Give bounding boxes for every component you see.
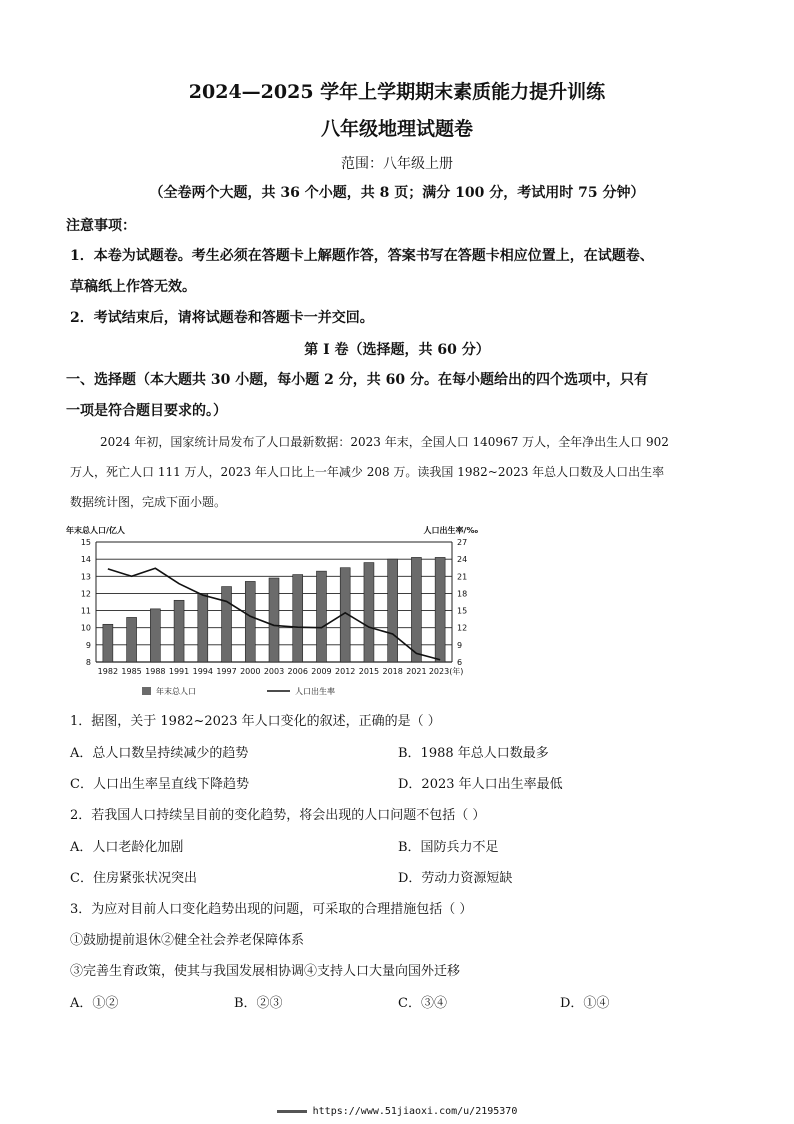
population-bar <box>245 581 255 662</box>
question-3-line-2: ③完善生育政策，使其与我国发展相协调④支持人口大量向国外迁移 <box>70 964 461 979</box>
left-axis-title: 年末总人口/亿人 <box>66 526 125 535</box>
x-tick-label: 2021 <box>406 667 427 676</box>
x-tick-label: 1982 <box>97 667 119 676</box>
question-3-stem: 3．为应对目前人口变化趋势出现的问题，可采取的合理措施包括（ ） <box>70 902 473 917</box>
note-1-line-2: 草稿纸上作答无效。 <box>70 279 196 295</box>
x-tick-label: 1985 <box>121 667 142 676</box>
right-tick-label: 18 <box>457 589 468 599</box>
population-bar <box>150 609 160 662</box>
passage-line-2: 万人，死亡人口 111 万人，2023 年人口比上一年减少 208 万。读我国 1982~2023 年总人口数及人口出生率 <box>70 465 665 479</box>
right-tick-label: 6 <box>457 658 463 667</box>
population-bar <box>435 557 445 662</box>
question-3-option-a[interactable]: A．①② <box>70 996 119 1011</box>
population-bar <box>364 563 374 662</box>
x-tick-label: 2003 <box>263 667 285 676</box>
question-2-option-b[interactable]: B．国防兵力不足 <box>398 840 499 855</box>
x-tick-label: 2015 <box>358 667 380 676</box>
question-2-option-a[interactable]: A．人口老龄化加剧 <box>70 840 184 855</box>
question-2-option-d[interactable]: D．劳动力资源短缺 <box>398 871 513 886</box>
population-bar <box>269 578 279 662</box>
section-1-line-1: 一、选择题（本大题共 30 小题，每小题 2 分，共 60 分。在每小题给出的四个选项中，只有 <box>66 372 648 388</box>
population-bar <box>316 571 326 662</box>
left-tick-label: 14 <box>80 555 91 565</box>
population-bar <box>293 575 303 662</box>
question-3-line-1: ①鼓励提前退休②健全社会养老保障体系 <box>70 933 305 948</box>
left-tick-label: 8 <box>85 658 91 667</box>
legend-bar-label: 年末总人口 <box>156 687 196 696</box>
left-tick-label: 11 <box>80 606 91 616</box>
population-chart <box>62 522 482 702</box>
exam-title: 2024—2025 学年上学期期末素质能力提升训练 <box>188 81 606 103</box>
population-bar <box>388 559 398 662</box>
note-1-line-1: 1．本卷为试题卷。考生必须在答题卡上解题作答，答案书写在答题卡相应位置上，在试题卷、 <box>70 248 654 264</box>
passage-line-1: 2024 年初，国家统计局发布了人口最新数据：2023 年末，全国人口 140967 万人，全年净出生人口 902 <box>100 435 669 449</box>
section-1-line-2: 一项是符合题目要求的。） <box>66 403 227 419</box>
left-tick-label: 12 <box>80 589 91 599</box>
legend-bar-swatch <box>142 687 151 695</box>
question-2-stem: 2．若我国人口持续呈目前的变化趋势，将会出现的人口问题不包括（ ） <box>70 808 486 823</box>
population-bar <box>222 587 232 662</box>
question-1-option-b[interactable]: B．1988 年总人口数最多 <box>398 746 549 761</box>
left-tick-label: 10 <box>80 623 91 633</box>
x-tick-label: 2012 <box>335 667 356 676</box>
right-tick-label: 27 <box>457 538 468 547</box>
notes-heading: 注意事项： <box>66 218 136 234</box>
footer-url[interactable] <box>0 1106 794 1117</box>
left-tick-label: 9 <box>85 640 91 650</box>
x-tick-label: 2006 <box>287 667 308 676</box>
question-1-option-c[interactable]: C．人口出生率呈直线下降趋势 <box>70 777 249 792</box>
footer-url-text: https://www.51jiaoxi.com/u/2195370 <box>312 1106 518 1117</box>
right-tick-label: 9 <box>457 640 463 650</box>
x-tick-label: 1988 <box>145 667 166 676</box>
exam-scope: 范围：八年级上册 <box>341 156 453 172</box>
population-bar <box>103 624 113 662</box>
question-3-option-c[interactable]: C．③④ <box>398 996 447 1011</box>
question-3-option-d[interactable]: D．①④ <box>560 996 610 1011</box>
chart-bars <box>103 557 445 662</box>
exam-info: （全卷两个大题，共 36 个小题，共 8 页；满分 100 分，考试用时 75 分钟） <box>149 185 645 201</box>
right-axis-title: 人口出生率/‰ <box>423 526 478 535</box>
question-2-option-c[interactable]: C．住房紧张状况突出 <box>70 871 197 886</box>
question-1-stem: 1．据图，关于 1982~2023 年人口变化的叙述，正确的是（ ） <box>70 714 441 729</box>
right-tick-label: 24 <box>457 555 468 565</box>
x-tick-label: 2018 <box>382 667 403 676</box>
x-tick-label: 2000 <box>240 667 261 676</box>
x-tick-label: 2009 <box>311 667 332 676</box>
legend-line-label: 人口出生率 <box>295 687 335 696</box>
question-1-option-d[interactable]: D．2023 年人口出生率最低 <box>398 777 563 792</box>
right-tick-label: 21 <box>457 572 468 582</box>
left-tick-label: 13 <box>80 572 91 582</box>
question-1-option-a[interactable]: A．总人口数呈持续减少的趋势 <box>70 746 249 761</box>
right-tick-label: 15 <box>457 606 468 616</box>
x-tick-label: 1997 <box>216 667 237 676</box>
passage-line-3: 数据统计图，完成下面小题。 <box>70 495 227 509</box>
right-tick-label: 12 <box>457 623 468 633</box>
left-tick-label: 15 <box>80 538 91 547</box>
question-3-option-b[interactable]: B．②③ <box>234 996 283 1011</box>
note-2: 2．考试结束后，请将试题卷和答题卡一并交回。 <box>70 310 374 326</box>
part-1-heading: 第 I 卷（选择题，共 60 分） <box>304 342 490 358</box>
population-bar <box>127 617 137 662</box>
population-bar <box>411 557 421 662</box>
x-tick-label: 1991 <box>168 667 190 676</box>
x-tick-label: 1994 <box>192 667 213 676</box>
population-bar <box>198 593 208 662</box>
exam-subtitle: 八年级地理试题卷 <box>320 118 473 140</box>
footer-logo-icon <box>277 1110 307 1113</box>
x-tick-label: 2023(年) <box>428 667 464 676</box>
population-bar <box>174 600 184 662</box>
